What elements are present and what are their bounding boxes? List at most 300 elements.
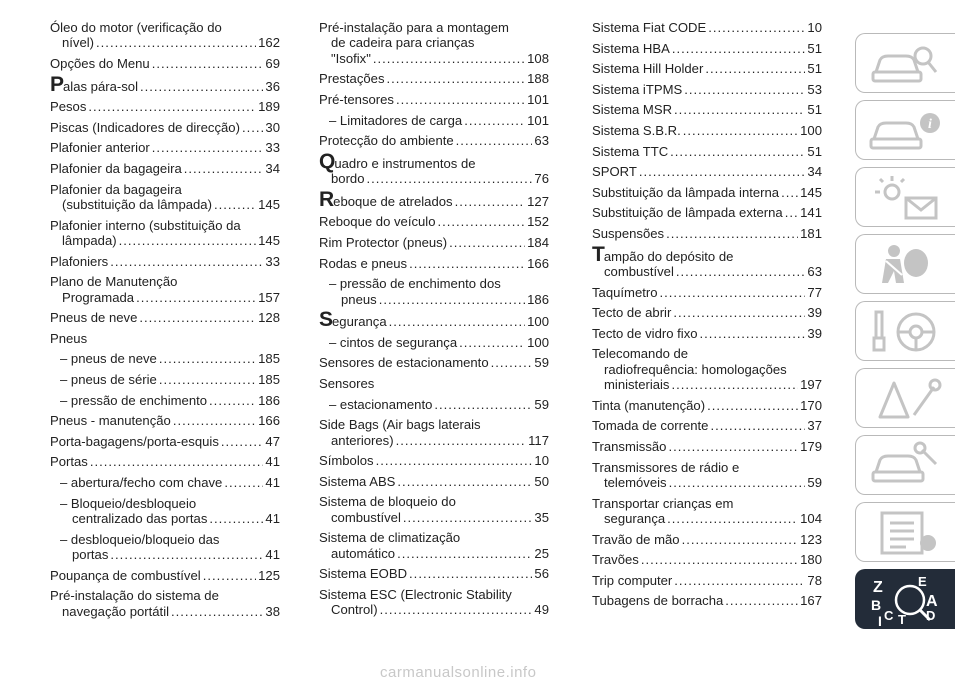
page-number[interactable]: 128 bbox=[258, 310, 280, 326]
leader-dots bbox=[434, 397, 532, 412]
entry-text: – pneus de neve bbox=[60, 351, 157, 367]
entry-text: Piscas (Indicadores de direcção) bbox=[50, 119, 240, 135]
entry-text: Transmissores de rádio e bbox=[592, 459, 740, 475]
index-letter: E bbox=[918, 574, 927, 589]
entry-text: Tubagens de borracha bbox=[592, 593, 724, 609]
car-info-icon bbox=[856, 101, 956, 161]
leader-dots bbox=[387, 71, 526, 86]
entry-text: Travões bbox=[592, 552, 639, 568]
page-number[interactable]: 197 bbox=[800, 377, 822, 393]
page-number[interactable]: 33 bbox=[265, 253, 280, 269]
leader-dots bbox=[397, 546, 532, 561]
section-initial: R bbox=[319, 187, 334, 211]
entry-text: Transportar crianças em bbox=[592, 495, 734, 511]
index-entry bbox=[592, 573, 822, 588]
index-letter: A bbox=[926, 593, 938, 610]
entry-text: Poupança de combustível bbox=[50, 567, 201, 583]
page-number[interactable]: 41 bbox=[265, 474, 280, 490]
leader-dots bbox=[184, 161, 264, 176]
entry-text: Sistema Fiat CODE bbox=[592, 20, 707, 35]
entry-text: Sistema ABS bbox=[319, 473, 396, 489]
page-number[interactable]: 76 bbox=[534, 171, 549, 187]
maintenance-car-icon bbox=[856, 436, 956, 496]
index-entry bbox=[50, 72, 280, 96]
entry-text: "Isofix" bbox=[331, 50, 371, 66]
entry-text: Telecomando de bbox=[592, 346, 689, 362]
tab-driving[interactable] bbox=[855, 301, 955, 361]
index-entry bbox=[50, 568, 280, 583]
entry-text: combustível bbox=[604, 263, 674, 279]
entry-text: pneus bbox=[341, 291, 377, 307]
entry-text: Símbolos bbox=[319, 453, 374, 469]
index-entry bbox=[592, 20, 822, 35]
breakdown-tools-icon bbox=[856, 369, 956, 429]
page-number[interactable]: 186 bbox=[258, 392, 280, 408]
entry-text: Sensores bbox=[319, 375, 375, 391]
entry-text: automático bbox=[331, 545, 396, 561]
index-entry bbox=[592, 496, 822, 527]
entry-text: Protecção do ambiente bbox=[319, 133, 454, 149]
index-entry bbox=[592, 41, 822, 56]
index-entry bbox=[319, 308, 549, 332]
entry-text: de cadeira para crianças bbox=[331, 35, 475, 51]
index-column-1 bbox=[50, 20, 280, 624]
entry-text: Tomada de corrente bbox=[592, 418, 709, 434]
warning-light-message-icon bbox=[856, 168, 956, 228]
chapter-tabs bbox=[855, 33, 960, 636]
leader-dots bbox=[700, 326, 806, 341]
index-entry bbox=[319, 417, 549, 448]
index-entry bbox=[50, 331, 280, 346]
index-entry bbox=[319, 133, 549, 148]
index-entry bbox=[50, 351, 280, 366]
page-number[interactable]: 39 bbox=[807, 305, 822, 321]
leader-dots bbox=[209, 511, 263, 526]
tab-emergency[interactable] bbox=[855, 368, 955, 428]
page-number[interactable]: 47 bbox=[265, 433, 280, 449]
leader-dots bbox=[673, 305, 805, 320]
page-number[interactable]: 181 bbox=[800, 225, 822, 241]
entry-text: navegação portátil bbox=[62, 603, 170, 619]
entry-text: telemóveis bbox=[604, 474, 667, 490]
tab-safety[interactable] bbox=[855, 234, 955, 294]
page-number[interactable]: 39 bbox=[807, 325, 822, 341]
svg-text:i: i bbox=[928, 117, 932, 132]
entry-text: Pneus - manutenção bbox=[50, 413, 171, 429]
entry-text: Pré-instalação do sistema de bbox=[50, 588, 219, 604]
section-initial: P bbox=[50, 72, 64, 96]
leader-dots bbox=[707, 398, 798, 413]
leader-dots bbox=[708, 20, 805, 35]
page-number[interactable]: 100 bbox=[527, 334, 549, 350]
entry-text: nível) bbox=[62, 35, 95, 51]
entry-text: Side Bags (Air bags laterais bbox=[319, 417, 481, 433]
leader-dots bbox=[171, 604, 263, 619]
leader-dots bbox=[221, 434, 264, 449]
page-number[interactable]: 108 bbox=[527, 50, 549, 66]
page-number[interactable]: 49 bbox=[534, 602, 549, 618]
section-initial: T bbox=[592, 242, 604, 266]
leader-dots bbox=[459, 335, 525, 350]
leader-dots bbox=[152, 140, 264, 155]
watermark: carmanualsonline.info bbox=[380, 664, 537, 681]
index-column-2 bbox=[319, 20, 549, 623]
index-entry bbox=[319, 71, 549, 86]
page-number[interactable]: 63 bbox=[807, 263, 822, 279]
entry-text: Sistema TTC bbox=[592, 143, 669, 159]
page-number[interactable]: 41 bbox=[265, 546, 280, 562]
entry-text: – cintos de segurança bbox=[329, 334, 458, 350]
entry-text: Sistema Hill Holder bbox=[592, 61, 704, 77]
leader-dots bbox=[110, 254, 263, 269]
index-letter: D bbox=[926, 608, 936, 623]
page-number[interactable]: 170 bbox=[800, 397, 822, 413]
page-number[interactable]: 100 bbox=[800, 122, 822, 138]
index-entry bbox=[319, 474, 549, 489]
page-number[interactable]: 189 bbox=[258, 99, 280, 115]
page-number[interactable]: 53 bbox=[807, 81, 822, 97]
entry-text: Plafonier interno (substituição da bbox=[50, 217, 241, 233]
page-number[interactable]: 127 bbox=[527, 193, 549, 209]
page-number[interactable]: 63 bbox=[534, 133, 549, 149]
entry-text: Plafonier anterior bbox=[50, 140, 150, 156]
leader-dots bbox=[668, 439, 798, 454]
entry-text: Rim Protector (pneus) bbox=[319, 234, 448, 250]
entry-text: – pneus de série bbox=[60, 371, 157, 387]
index-entry bbox=[592, 205, 822, 220]
entry-text: bordo bbox=[331, 171, 365, 187]
page-number[interactable]: 51 bbox=[807, 102, 822, 118]
leader-dots bbox=[456, 133, 533, 148]
entry-text: radiofrequência: homologações bbox=[604, 361, 787, 377]
page-number[interactable]: 10 bbox=[534, 453, 549, 469]
entry-text: Plafonier da bagageira bbox=[50, 160, 182, 176]
page-number[interactable]: 123 bbox=[800, 531, 822, 547]
page-number[interactable]: 33 bbox=[265, 140, 280, 156]
index-entry bbox=[592, 185, 822, 200]
index-entry bbox=[592, 61, 822, 76]
index-entry bbox=[319, 187, 549, 211]
entry-text: Quadro e instrumentos de bbox=[319, 149, 476, 173]
entry-text: Sistema MSR bbox=[592, 102, 673, 118]
leader-dots bbox=[140, 79, 263, 94]
index-entry bbox=[592, 82, 822, 97]
page-number[interactable]: 145 bbox=[258, 196, 280, 212]
leader-dots bbox=[449, 235, 525, 250]
index-entry bbox=[319, 92, 549, 107]
leader-dots bbox=[639, 164, 806, 179]
entry-text: (substituição da lâmpada) bbox=[62, 196, 212, 212]
index-entry bbox=[50, 161, 280, 176]
page-number[interactable]: 25 bbox=[534, 545, 549, 561]
leader-dots bbox=[96, 35, 256, 50]
index-entry bbox=[319, 256, 549, 271]
leader-dots bbox=[683, 123, 798, 138]
entry-text: Taquímetro bbox=[592, 284, 658, 300]
index-entry bbox=[592, 398, 822, 413]
leader-dots bbox=[380, 602, 533, 617]
leader-dots bbox=[203, 568, 256, 583]
page-number[interactable]: 166 bbox=[527, 255, 549, 271]
entry-text: – Limitadores de carga bbox=[329, 112, 463, 128]
index-entry bbox=[592, 532, 822, 547]
entry-text: Sensores de estacionamento bbox=[319, 355, 489, 371]
index-entry bbox=[50, 20, 280, 51]
entry-text: Sistema ESC (Electronic Stability bbox=[319, 586, 512, 602]
page-number[interactable]: 59 bbox=[534, 355, 549, 371]
index-entry bbox=[50, 182, 280, 213]
leader-dots bbox=[367, 171, 533, 186]
leader-dots bbox=[666, 226, 798, 241]
page-number[interactable]: 141 bbox=[800, 205, 822, 221]
page-number[interactable]: 100 bbox=[527, 314, 549, 330]
page-number[interactable]: 50 bbox=[534, 473, 549, 489]
index-entry bbox=[50, 588, 280, 619]
index-entry bbox=[592, 285, 822, 300]
index-entry bbox=[319, 397, 549, 412]
page-number[interactable]: 104 bbox=[800, 510, 822, 526]
page-number[interactable]: 59 bbox=[534, 396, 549, 412]
index-entry bbox=[592, 305, 822, 320]
index-entry bbox=[319, 355, 549, 370]
index-entry bbox=[319, 376, 549, 391]
page-number[interactable]: 34 bbox=[807, 164, 822, 180]
entry-text: Travão de mão bbox=[592, 531, 680, 547]
page-number[interactable]: 145 bbox=[800, 184, 822, 200]
index-entry bbox=[592, 102, 822, 117]
section-initial: Q bbox=[319, 149, 335, 173]
page-number[interactable]: 145 bbox=[258, 232, 280, 248]
index-entry bbox=[592, 242, 822, 280]
entry-text: combustível bbox=[331, 509, 401, 525]
leader-dots bbox=[725, 593, 798, 608]
page-number[interactable]: 184 bbox=[527, 234, 549, 250]
entry-text: Sistema EOBD bbox=[319, 566, 408, 582]
entry-text: portas bbox=[72, 546, 109, 562]
leader-dots bbox=[152, 56, 264, 71]
index-column-3 bbox=[592, 20, 822, 614]
entry-text: Reboque do veículo bbox=[319, 214, 436, 230]
entry-text: Opções do Menu bbox=[50, 56, 150, 71]
leader-dots bbox=[671, 377, 798, 392]
alphabetical-index-icon bbox=[856, 570, 956, 630]
leader-dots bbox=[781, 185, 798, 200]
entry-text: – pressão de enchimento dos bbox=[329, 276, 501, 292]
page-number[interactable]: 41 bbox=[265, 454, 280, 470]
index-entry bbox=[319, 113, 549, 128]
leader-dots bbox=[110, 547, 263, 562]
entry-text: Portas bbox=[50, 454, 88, 470]
page-number[interactable]: 10 bbox=[807, 20, 822, 35]
page-number[interactable]: 38 bbox=[265, 603, 280, 619]
page-number[interactable]: 179 bbox=[800, 438, 822, 454]
page-number[interactable]: 125 bbox=[258, 567, 280, 583]
tab-maintenance[interactable] bbox=[855, 435, 955, 495]
index-entry bbox=[592, 123, 822, 138]
index-entry bbox=[592, 164, 822, 179]
index-letter: T bbox=[898, 612, 906, 627]
leader-dots bbox=[90, 454, 264, 469]
leader-dots bbox=[682, 532, 799, 547]
leader-dots bbox=[379, 292, 525, 307]
leader-dots bbox=[376, 453, 533, 468]
index-letter: Z bbox=[873, 579, 883, 596]
page-number[interactable]: 51 bbox=[807, 40, 822, 56]
index-entry bbox=[592, 460, 822, 491]
page-number[interactable]: 34 bbox=[265, 160, 280, 176]
entry-text: Suspensões bbox=[592, 225, 665, 241]
leader-dots bbox=[660, 285, 806, 300]
entry-text: ministeriais bbox=[604, 377, 670, 393]
entry-text: Pesos bbox=[50, 99, 87, 115]
index-entry bbox=[50, 254, 280, 269]
entry-text: Plafonier da bagageira bbox=[50, 181, 182, 197]
leader-dots bbox=[676, 264, 806, 279]
entry-text: Plano de Manutenção bbox=[50, 274, 178, 290]
leader-dots bbox=[672, 41, 806, 56]
page-number[interactable]: 36 bbox=[265, 78, 280, 94]
index-entry bbox=[319, 235, 549, 250]
entry-text: Trip computer bbox=[592, 572, 673, 588]
leader-dots bbox=[119, 233, 257, 248]
entry-text: – desbloqueio/bloqueio das bbox=[60, 531, 220, 547]
entry-text: Pneus bbox=[50, 330, 88, 346]
page-number[interactable]: 35 bbox=[534, 509, 549, 525]
entry-text: Porta-bagagens/porta-esquis bbox=[50, 433, 219, 449]
entry-text: – Bloqueio/desbloqueio bbox=[60, 495, 197, 511]
leader-dots bbox=[136, 290, 256, 305]
leader-dots bbox=[455, 194, 526, 209]
entry-text: SPORT bbox=[592, 164, 637, 180]
page-number[interactable]: 77 bbox=[807, 284, 822, 300]
leader-dots bbox=[409, 566, 532, 581]
leader-dots bbox=[669, 475, 806, 490]
leader-dots bbox=[373, 51, 525, 66]
leader-dots bbox=[396, 92, 525, 107]
index-entry bbox=[50, 496, 280, 527]
page-number[interactable]: 185 bbox=[258, 371, 280, 387]
index-entry bbox=[50, 372, 280, 387]
page-number[interactable]: 30 bbox=[265, 119, 280, 135]
entry-text: Tinta (manutenção) bbox=[592, 397, 706, 413]
page-number[interactable]: 51 bbox=[807, 143, 822, 159]
entry-text: centralizado das portas bbox=[72, 510, 208, 526]
tab-car-info[interactable] bbox=[855, 100, 955, 160]
page-number[interactable]: 185 bbox=[258, 351, 280, 367]
page-number[interactable]: 37 bbox=[807, 418, 822, 434]
index-entry bbox=[592, 593, 822, 608]
leader-dots bbox=[674, 102, 805, 117]
entry-text: Control) bbox=[331, 602, 378, 618]
leader-dots bbox=[396, 433, 527, 448]
page-number[interactable]: 188 bbox=[527, 71, 549, 87]
page-number[interactable]: 69 bbox=[265, 56, 280, 71]
tab-technical-data[interactable] bbox=[855, 502, 955, 562]
index-entry bbox=[592, 418, 822, 433]
entry-text: Sistema iTPMS bbox=[592, 81, 683, 97]
index-entry bbox=[319, 276, 549, 307]
leader-dots bbox=[139, 310, 256, 325]
leader-dots bbox=[209, 393, 256, 408]
index-entry bbox=[319, 214, 549, 229]
entry-text: Segurança bbox=[319, 308, 387, 332]
index-entry bbox=[319, 453, 549, 468]
page-number[interactable]: 167 bbox=[800, 593, 822, 609]
index-entry bbox=[592, 144, 822, 159]
leader-dots bbox=[224, 475, 263, 490]
entry-text: Transmissão bbox=[592, 438, 667, 454]
tab-car-search[interactable] bbox=[855, 33, 955, 93]
leader-dots bbox=[397, 474, 532, 489]
entry-text: Pré-tensores bbox=[319, 92, 394, 107]
leader-dots bbox=[88, 99, 256, 114]
index-entry bbox=[592, 552, 822, 567]
page-number[interactable]: 41 bbox=[265, 510, 280, 526]
page-number[interactable]: 152 bbox=[527, 214, 549, 230]
index-entry bbox=[50, 274, 280, 305]
page-number[interactable]: 101 bbox=[527, 92, 549, 107]
entry-text: Sistema de bloqueio do bbox=[319, 494, 456, 510]
page-number[interactable]: 166 bbox=[258, 413, 280, 429]
index-entry bbox=[50, 454, 280, 469]
index-entry bbox=[319, 494, 549, 525]
entry-text: Sistema S.B.R. bbox=[592, 122, 681, 138]
entry-text: Reboque de atrelados bbox=[319, 187, 453, 211]
page-number[interactable]: 186 bbox=[527, 291, 549, 307]
entry-text: – pressão de enchimento bbox=[60, 392, 208, 408]
page-number[interactable]: 157 bbox=[258, 289, 280, 305]
index-entry bbox=[592, 439, 822, 454]
page-number[interactable]: 117 bbox=[528, 432, 549, 448]
page-number[interactable]: 162 bbox=[258, 35, 280, 51]
index-entry bbox=[319, 587, 549, 618]
index-entry bbox=[50, 532, 280, 563]
leader-dots bbox=[242, 120, 263, 135]
page-number[interactable]: 78 bbox=[807, 572, 822, 588]
driving-steering-icon bbox=[856, 302, 956, 362]
index-entry bbox=[50, 393, 280, 408]
page-number[interactable]: 180 bbox=[800, 552, 822, 568]
entry-text: Pneus de neve bbox=[50, 310, 138, 326]
index-entry bbox=[50, 310, 280, 325]
entry-text: – estacionamento bbox=[329, 396, 433, 412]
page-number[interactable]: 101 bbox=[527, 112, 549, 128]
leader-dots bbox=[641, 552, 798, 567]
leader-dots bbox=[710, 418, 805, 433]
leader-dots bbox=[159, 372, 256, 387]
page-number[interactable]: 51 bbox=[807, 61, 822, 77]
entry-text: anteriores) bbox=[331, 432, 394, 448]
leader-dots bbox=[491, 355, 533, 370]
leader-dots bbox=[403, 510, 533, 525]
index-entry bbox=[319, 566, 549, 581]
index-entry bbox=[319, 149, 549, 187]
index-letter: I bbox=[878, 613, 882, 629]
index-entry bbox=[50, 120, 280, 135]
tab-alphabetical-index[interactable] bbox=[855, 569, 955, 629]
entry-text: Rodas e pneus bbox=[319, 255, 408, 271]
entry-text: Tecto de vidro fixo bbox=[592, 325, 698, 341]
entry-text: segurança bbox=[604, 510, 666, 526]
entry-text: Programada bbox=[62, 289, 135, 305]
tab-warning-lights[interactable] bbox=[855, 167, 955, 227]
index-letter: C bbox=[884, 608, 894, 623]
page-number[interactable]: 59 bbox=[807, 474, 822, 490]
leader-dots bbox=[389, 314, 526, 329]
page-number[interactable]: 56 bbox=[534, 566, 549, 582]
leader-dots bbox=[214, 197, 256, 212]
car-search-icon bbox=[856, 34, 956, 94]
